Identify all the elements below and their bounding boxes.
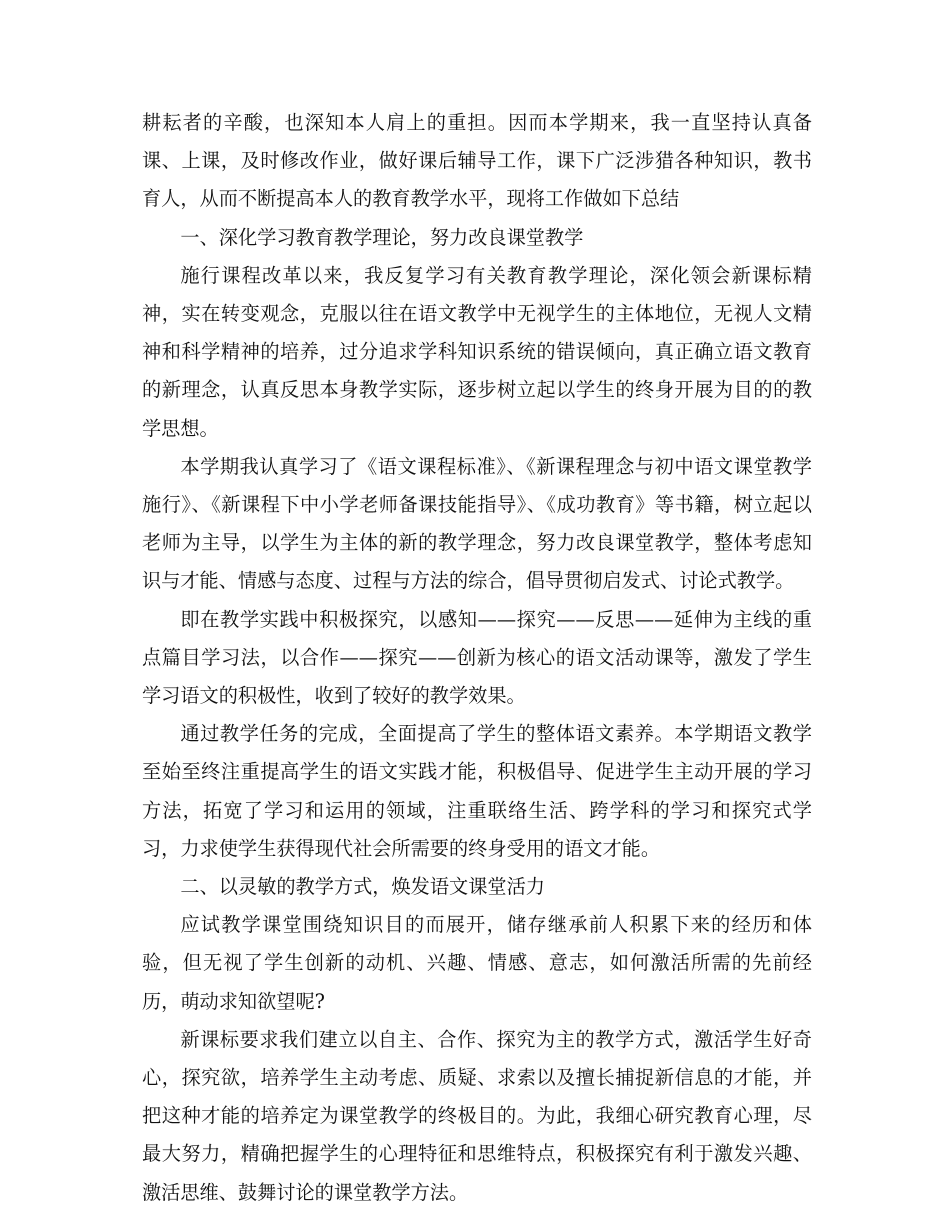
paragraph-practice: 即在教学实践中积极探究，以感知——探究——反思——延伸为主线的重点篇目学习法，以合作——探究——创新为核心的语文活动课等，激发了学生学习语文的积极性，收到了较好的教学效果。 xyxy=(142,607,812,708)
paragraph-reform-theory: 施行课程改革以来，我反复学习有关教育教学理论，深化领会新课标精神，实在转变观念，克服以往在语文教学中无视学生的主体地位，无视人文精神和科学精神的培养，过分追求学科知识系统的错误倾向，真正确立语文教育的新理念，认真反思本身教学实际，逐步树立起以学生的终身开展为目的的教学思想。 xyxy=(142,263,812,440)
paragraph-exam-teaching: 应试教学课堂围绕知识目的而展开，储存继承前人积累下来的经历和体验，但无视了学生创新的动机、兴趣、情感、意志，如何激活所需的先前经历，萌动求知欲望呢? xyxy=(142,913,812,1013)
paragraph-literacy: 通过教学任务的完成，全面提高了学生的整体语文素养。本学期语文教学至始至终注重提高学生的语文实践才能，积极倡导、促进学生主动开展的学习方法，拓宽了学习和运用的领域，注重联络生活、跨学科的学习和探究式学习，力求使学生获得现代社会所需要的终身受用的语文才能。 xyxy=(142,722,812,860)
section-heading-1: 一、深化学习教育教学理论，努力改良课堂教学 xyxy=(180,225,584,249)
paragraph-continuation: 耕耘者的辛酸，也深知本人肩上的重担。因而本学期来，我一直坚持认真备课、上课，及时修改作业，做好课后辅导工作，课下广泛涉猎各种知识，教书育人，从而不断提高本人的教育教学水平，现将工作做如下总结 xyxy=(142,111,812,211)
document-body xyxy=(142,104,812,1212)
paragraph-new-standards: 新课标要求我们建立以自主、合作、探究为主的教学方式，激活学生好奇心，探究欲，培养学生主动考虑、质疑、求索以及擅长捕捉新信息的才能，并把这种才能的培养定为课堂教学的终极目的。为此，我细心研究教育心理，尽最大努力，精确把握学生的心理特征和思维特点，积极探究有利于激发兴趣、激活思维、鼓舞讨论的课堂教学方法。 xyxy=(142,1027,812,1204)
section-heading-2: 二、以灵敏的教学方式，焕发语文课堂活力 xyxy=(180,875,545,899)
paragraph-books-studied: 本学期我认真学习了《语文课程标准》、《新课程理念与初中语文课堂教学施行》、《新课程下中小学老师备课技能指导》、《成功教育》等书籍，树立起以老师为主导，以学生为主体的新的教学理念，努力改良课堂教学，整体考虑知识与才能、情感与态度、过程与方法的综合，倡导贯彻启发式、讨论式教学。 xyxy=(142,454,812,593)
